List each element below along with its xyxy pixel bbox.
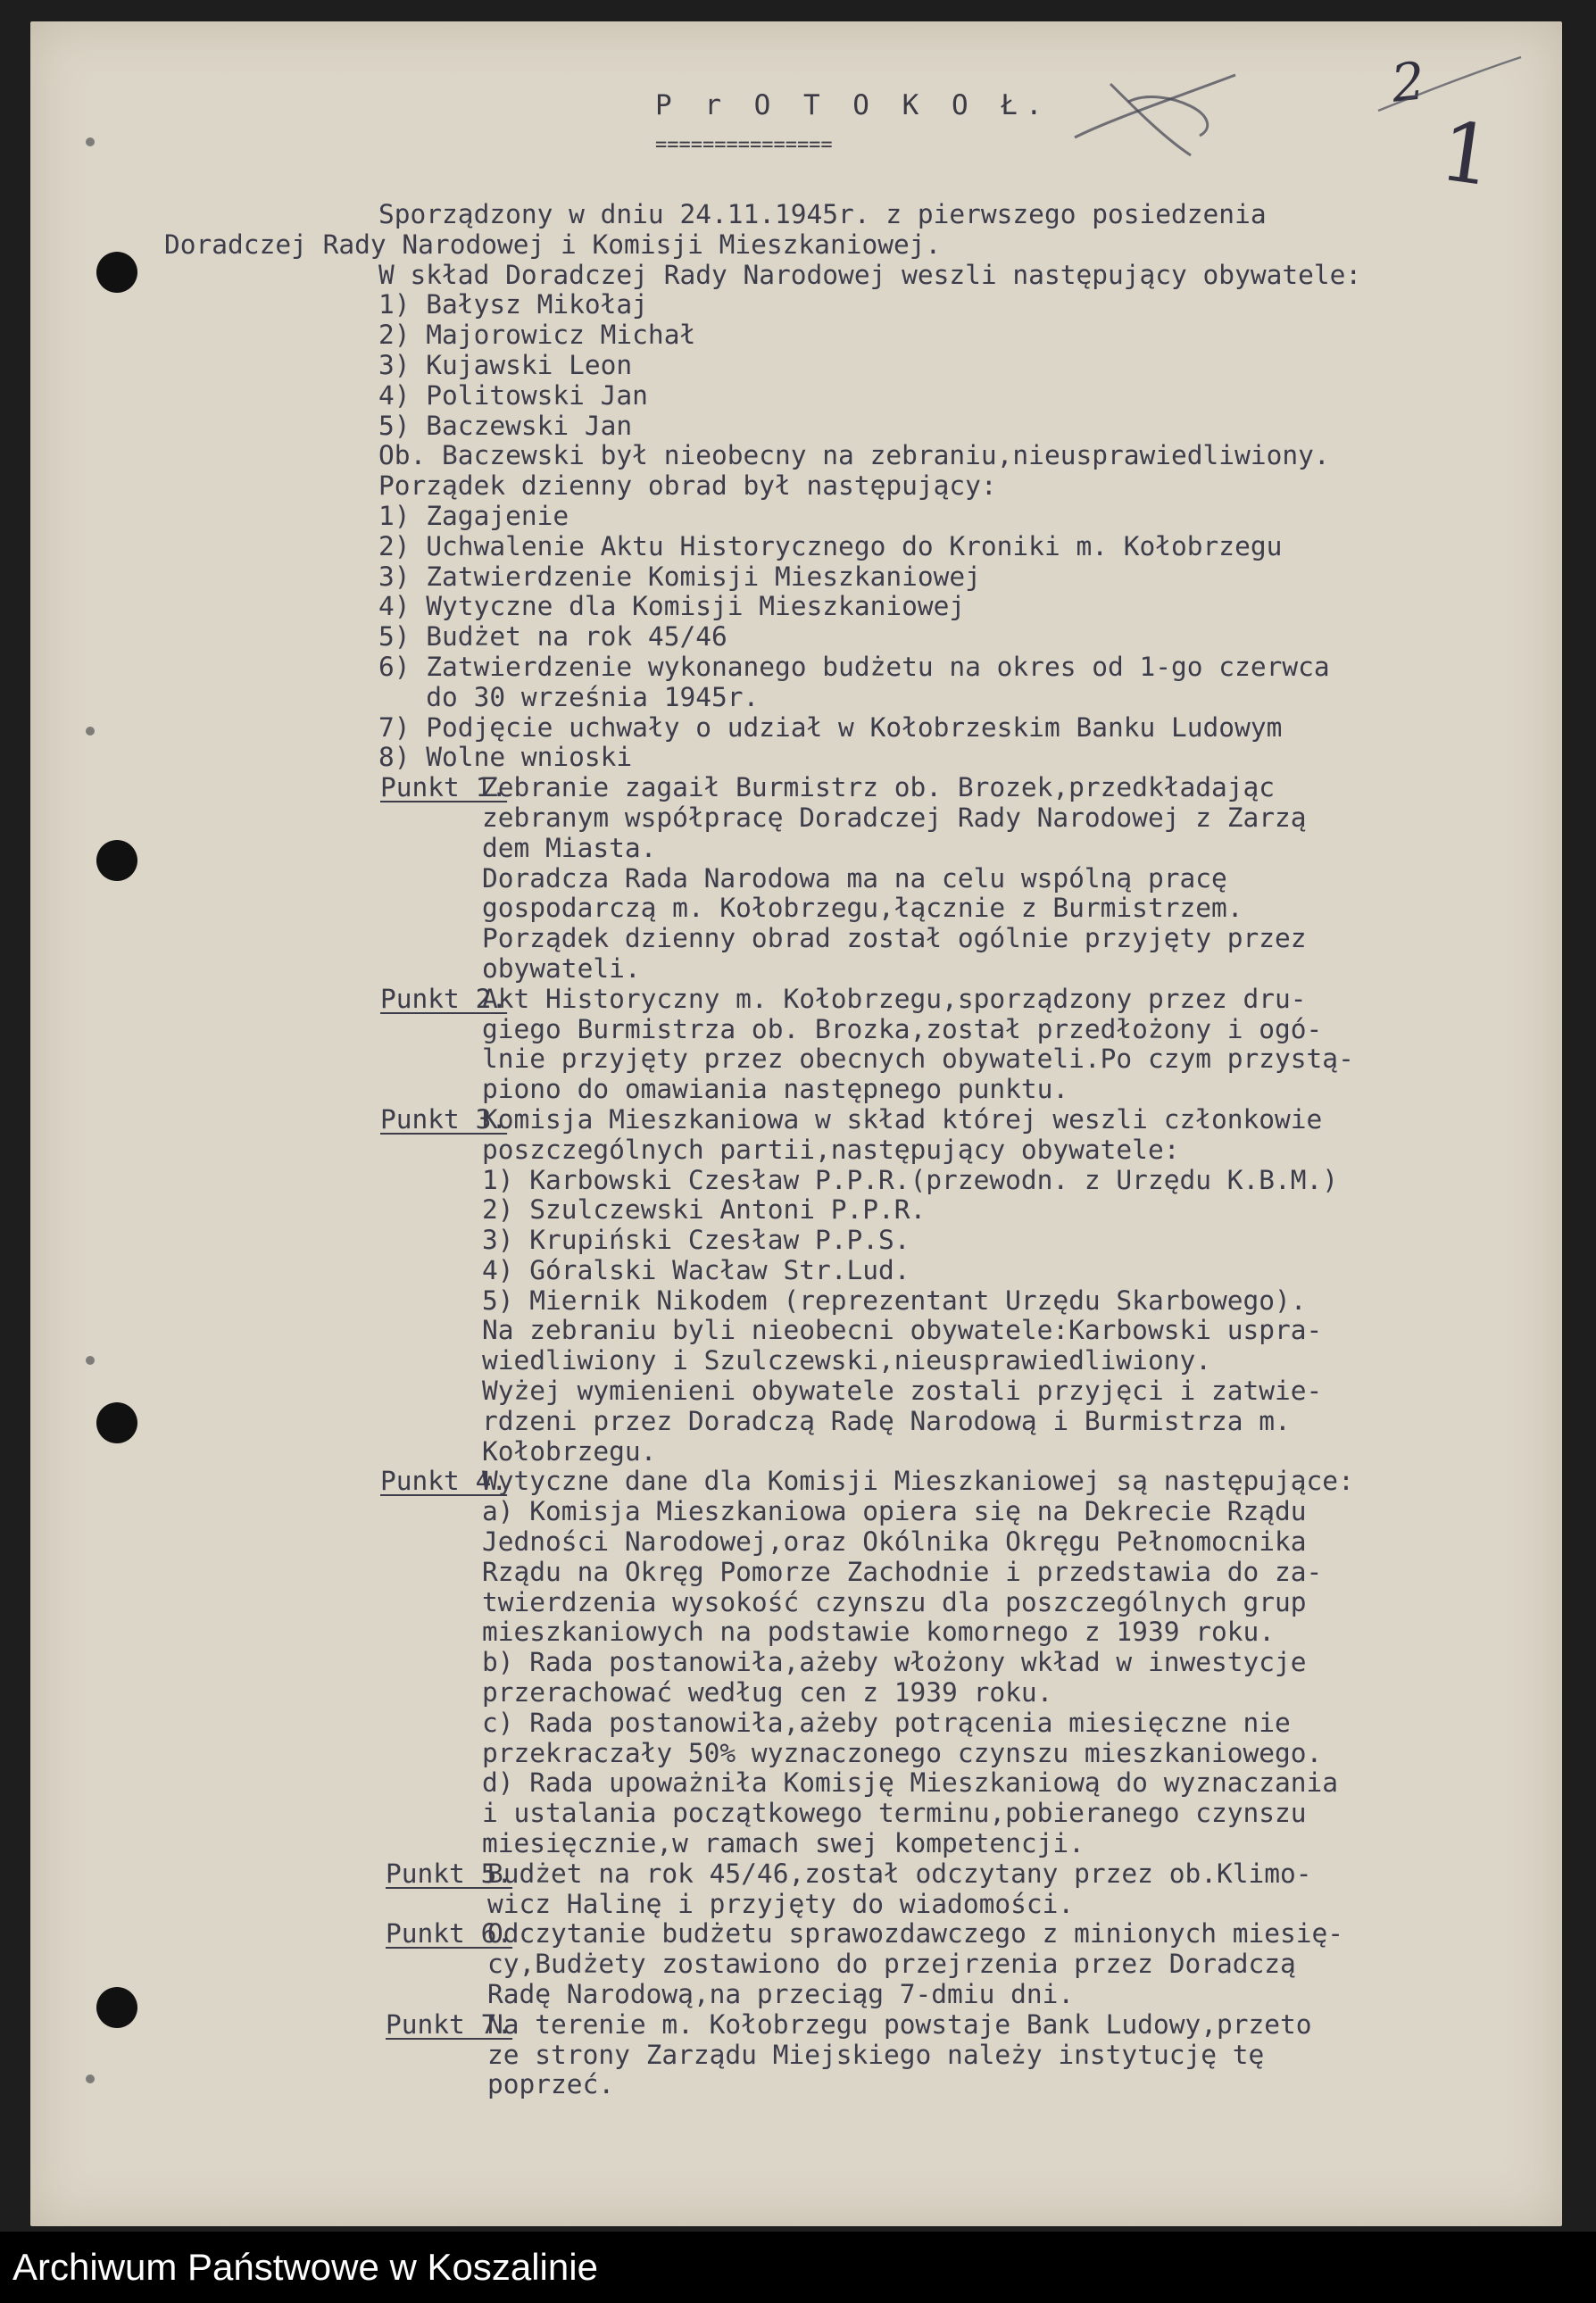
line-text: 1) Karbowski Czesław P.P.R.(przewodn. z Urzędu K.B.M.) — [482, 1164, 1339, 1195]
text-line — [164, 1316, 1557, 1346]
punch-hole — [96, 840, 137, 881]
line-text: 2) Szulczewski Antoni P.P.R. — [482, 1194, 927, 1226]
line-text: d) Rada upoważniła Komisję Mieszkaniową do wyznaczania — [482, 1767, 1339, 1799]
line-text: 7) Podjęcie uchwały o udział w Kołobrzeskim Banku Ludowym — [378, 711, 1283, 743]
section-line — [164, 1467, 1557, 1497]
text-line — [164, 1256, 1557, 1286]
line-text: ze strony Zarządu Miejskiego należy instytucję tę — [487, 2039, 1265, 2070]
line-text: c) Rada postanowiła,ażeby potrącenia miesięczne nie — [482, 1707, 1291, 1738]
line-text: Zebranie zagaił Burmistrz ob. Brozek,przedkładając — [482, 772, 1276, 803]
line-text: a) Komisja Mieszkaniowa opiera się na Dekrecie Rządu — [482, 1496, 1307, 1527]
line-text: Budżet na rok 45/46,został odczytany przez ob.Klimo- — [487, 1858, 1312, 1889]
line-text: dem Miasta. — [482, 832, 657, 863]
handwritten-page-number: 2 — [1388, 50, 1428, 114]
line-text: gospodarczą m. Kołobrzegu,łącznie z Burmistrzem. — [482, 893, 1243, 924]
line-text: obywateli. — [482, 952, 641, 984]
text-line — [164, 1829, 1557, 1859]
line-text: 4) Wytyczne dla Komisji Mieszkaniowej — [378, 591, 966, 622]
text-line — [164, 1980, 1557, 2010]
punkt-label: Punkt 5. — [386, 1858, 513, 1889]
line-text: 5) Budżet na rok 45/46 — [378, 621, 727, 653]
text-line — [164, 1588, 1557, 1618]
text-line — [164, 1226, 1557, 1256]
line-text: Akt Historyczny m. Kołobrzegu,sporządzony przez dru- — [482, 983, 1307, 1014]
handwritten-crossout-mark — [1057, 57, 1253, 164]
text-line — [164, 381, 1557, 412]
section-line — [164, 1105, 1557, 1135]
text-line — [164, 2041, 1557, 2071]
line-text: Rządu na Okręg Pomorze Zachodnie i przedstawia do za- — [482, 1556, 1323, 1587]
text-line — [164, 622, 1557, 653]
text-line — [164, 1195, 1557, 1226]
text-line — [164, 1617, 1557, 1648]
line-text: 2) Uchwalenie Aktu Historycznego do Kroniki m. Kołobrzegu — [378, 530, 1283, 561]
punch-hole — [96, 252, 137, 293]
text-line — [164, 713, 1557, 744]
line-text: wicz Halinę i przyjęty do wiadomości. — [487, 1888, 1075, 1919]
text-line — [164, 894, 1557, 924]
section-line — [164, 2010, 1557, 2041]
punkt-label: Punkt 2. — [380, 983, 508, 1014]
line-text: Sporządzony w dniu 24.11.1945r. z pierwszego posiedzenia — [378, 199, 1267, 229]
binding-mark — [86, 1356, 95, 1365]
line-text: 8) Wolne wnioski — [378, 742, 633, 773]
line-text: Porządek dzienny obrad został ogólnie przyjęty przez — [482, 923, 1307, 954]
section-line — [164, 1919, 1557, 1950]
line-text: piono do omawiania następnego punktu. — [482, 1074, 1069, 1105]
line-text: zebranym współpracę Doradczej Rady Narodowej z Zarzą — [482, 802, 1307, 833]
line-text: 1) Bałysz Mikołaj — [378, 289, 648, 320]
section-line — [164, 1859, 1557, 1890]
text-line — [164, 954, 1557, 985]
text-line — [164, 351, 1557, 381]
text-line — [164, 1166, 1557, 1196]
line-text: 5) Miernik Nikodem (reprezentant Urzędu Skarbowego). — [482, 1285, 1307, 1316]
line-text: Doradcza Rada Narodowa ma na celu wspólną pracę — [482, 862, 1227, 894]
text-line — [164, 2070, 1557, 2100]
punkt-label: Punkt 6. — [386, 1918, 513, 1950]
line-text: W skład Doradczej Rady Narodowej weszli następujący obywatele: — [378, 259, 1362, 290]
text-line — [164, 834, 1557, 864]
punkt-label: Punkt 4. — [380, 1466, 508, 1497]
text-line — [164, 1678, 1557, 1709]
line-text: 4) Politowski Jan — [378, 379, 648, 411]
line-text: Na terenie m. Kołobrzegu powstaje Bank Ludowy,przeto — [487, 2008, 1312, 2040]
text-line — [164, 532, 1557, 562]
line-text: wiedliwiony i Szulczewski,nieusprawiedliwiony. — [482, 1345, 1211, 1376]
text-line — [164, 1527, 1557, 1558]
line-text: 3) Krupiński Czesław P.P.S. — [482, 1225, 910, 1256]
line-text: miesięcznie,w ramach swej kompetencji. — [482, 1828, 1085, 1859]
text-line — [164, 502, 1557, 532]
binding-mark — [86, 2074, 95, 2083]
line-text: Wytyczne dane dla Komisji Mieszkaniowej są następujące: — [482, 1466, 1354, 1497]
text-line — [164, 1890, 1557, 1920]
text-line — [164, 1286, 1557, 1317]
binding-mark — [86, 727, 95, 736]
text-line — [164, 471, 1557, 502]
text-line — [164, 1558, 1557, 1588]
text-line — [164, 803, 1557, 834]
line-text: Ob. Baczewski był nieobecny na zebraniu,nieusprawiedliwiony. — [378, 440, 1330, 471]
text-line — [164, 412, 1557, 442]
line-text: i ustalania początkowego terminu,pobieranego czynszu — [482, 1798, 1307, 1829]
text-line — [164, 1346, 1557, 1376]
text-line — [164, 1407, 1557, 1437]
text-line — [164, 1135, 1557, 1166]
punkt-label: Punkt 7. — [386, 2008, 513, 2040]
text-line — [164, 1376, 1557, 1407]
line-text: 4) Góralski Wacław Str.Lud. — [482, 1254, 910, 1285]
line-text: rdzeni przez Doradczą Radę Narodową i Burmistrza m. — [482, 1405, 1291, 1436]
line-text: Jedności Narodowej,oraz Okólnika Okręgu Pełnomocnika — [482, 1526, 1307, 1558]
line-text: 1) Zagajenie — [378, 500, 569, 531]
text-line — [164, 1950, 1557, 1980]
section-line — [164, 773, 1557, 803]
line-text: mieszkaniowych na podstawie komornego z 1939 roku. — [482, 1617, 1276, 1648]
text-line — [164, 1044, 1557, 1075]
text-line — [164, 924, 1557, 954]
text-line — [164, 1015, 1557, 1045]
text-line — [164, 230, 1557, 261]
text-line — [164, 1709, 1557, 1739]
text-line — [164, 1799, 1557, 1829]
line-text: poprzeć. — [487, 2069, 615, 2100]
text-line — [164, 200, 1557, 230]
text-line — [164, 1437, 1557, 1467]
line-text: Komisja Mieszkaniowa w skład której weszli członkowie — [482, 1103, 1323, 1135]
text-line — [164, 1075, 1557, 1105]
text-line — [164, 1768, 1557, 1799]
text-line — [164, 653, 1557, 683]
document-page — [30, 21, 1562, 2226]
line-text: Odczytanie budżetu sprawozdawczego z minionych miesię- — [487, 1918, 1344, 1950]
line-text: Na zebraniu byli nieobecni obywatele:Karbowski uspra- — [482, 1315, 1323, 1346]
binding-mark — [86, 137, 95, 146]
line-text: poszczególnych partii,następujący obywatele: — [482, 1134, 1180, 1165]
punkt-label: Punkt 1. — [380, 772, 508, 803]
line-text: przekraczały 50% wyznaczonego czynszu mieszkaniowego. — [482, 1737, 1323, 1768]
line-text: giego Burmistrza ob. Brozka,został przedłożony i ogó- — [482, 1013, 1323, 1044]
line-text: 2) Majorowicz Michał — [378, 320, 696, 351]
line-text: Doradczej Rady Narodowej i Komisji Mieszkaniowej. — [164, 229, 942, 260]
line-text: do 30 września 1945r. — [378, 681, 760, 712]
line-text: 6) Zatwierdzenie wykonanego budżetu na okres od 1-go czerwca — [378, 651, 1330, 682]
line-text: lnie przyjęty przez obecnych obywateli.Po czym przystą- — [482, 1043, 1354, 1075]
text-line — [164, 320, 1557, 351]
text-line — [164, 261, 1557, 291]
line-text: Kołobrzegu. — [482, 1435, 657, 1467]
punch-hole — [96, 1402, 137, 1443]
text-line — [164, 1648, 1557, 1678]
line-text: 3) Zatwierdzenie Komisji Mieszkaniowej — [378, 561, 981, 592]
line-text: przerachować według cen z 1939 roku. — [482, 1677, 1053, 1709]
text-line — [164, 562, 1557, 593]
section-line — [164, 985, 1557, 1015]
text-line — [164, 1497, 1557, 1527]
text-line — [164, 290, 1557, 320]
handwritten-folio-number: 1 — [1434, 103, 1500, 205]
line-text: b) Rada postanowiła,ażeby włożony wkład w inwestycje — [482, 1647, 1307, 1678]
archive-caption: Archiwum Państwowe w Koszalinie — [0, 2232, 1596, 2303]
title-underline: =============== — [655, 134, 833, 156]
text-line — [164, 1739, 1557, 1769]
line-text: 5) Baczewski Jan — [378, 410, 633, 441]
line-text: 3) Kujawski Leon — [378, 349, 633, 380]
punkt-label: Punkt 3. — [380, 1103, 508, 1135]
punch-hole — [96, 1987, 137, 2028]
line-text: twierdzenia wysokość czynszu dla poszczególnych grup — [482, 1586, 1307, 1617]
document-body — [164, 200, 1557, 2100]
line-text: Wyżej wymienieni obywatele zostali przyjęci i zatwie- — [482, 1376, 1323, 1407]
text-line — [164, 743, 1557, 773]
line-text: Porządek dzienny obrad był następujący: — [378, 470, 997, 502]
text-line — [164, 864, 1557, 894]
line-text: cy,Budżety zostawiono do przejrzenia przez Doradczą — [487, 1949, 1296, 1980]
text-line — [164, 683, 1557, 713]
text-line — [164, 441, 1557, 471]
text-line — [164, 592, 1557, 622]
document-title: P r O T O K O Ł. — [655, 89, 1051, 121]
line-text: Radę Narodową,na przeciąg 7-dmiu dni. — [487, 1979, 1075, 2010]
